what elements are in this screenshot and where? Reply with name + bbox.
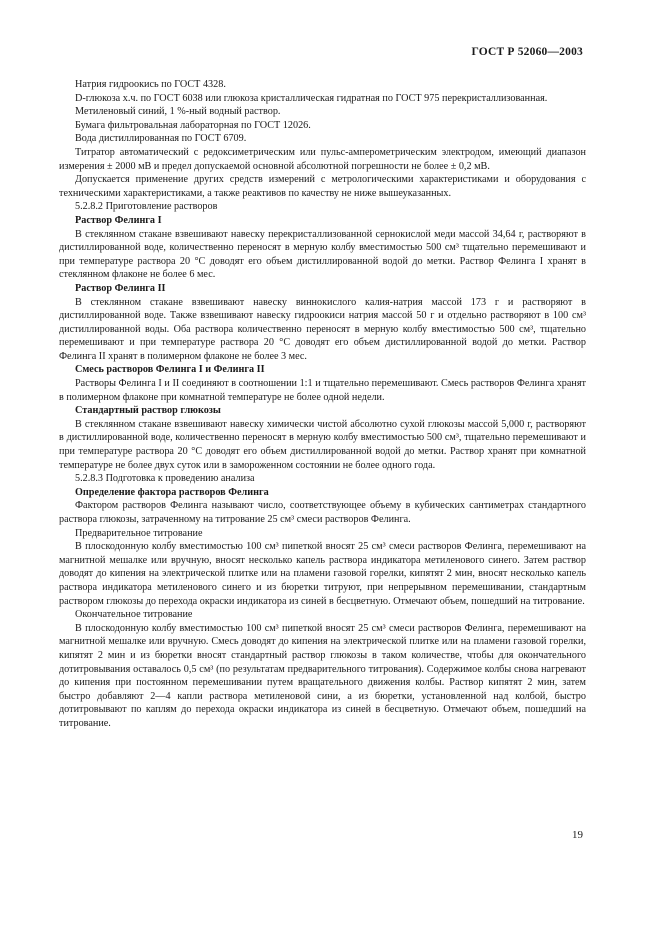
paragraph: Допускается применение других средств измерений с метрологическими характеристиками и оборудования с техническими характеристиками, а также реактивов по качеству не ниже вышеуказанных. <box>59 174 586 199</box>
paragraph: Титратор автоматический с редоксиметрическим или пульс-амперометрическим электродом, имеющий диапазон измерения ± 2000 мВ и предел допускаемой основной абсолютной погрешности не более ± 0,2 мВ. <box>59 146 586 172</box>
paragraph: В плоскодонную колбу вместимостью 100 см³ пипеткой вносят 25 см³ смеси растворов Фелинга, перемешивают на магнитной мешалке или вручную, вносят несколько капель раствора индикатора метиленового синего. Затем раствор доводят до кипения на электрической плитке или на пламени газовой горелки, кипятят 2 мин, вносят несколько капель раствора индикатора метиленового синего и из бюретки титруют, при непрерывном перемешивании, стандартным раствором глюкозы до перехода окраски индикатора из синей в бесцветную. Отмечают объем, пошедший на титрование. <box>59 541 586 607</box>
paragraph: В стеклянном стакане взвешивают навеску химически чистой абсолютно сухой глюкозы массой 5,000 г, растворяют в дистиллированной воде, количественно переносят в мерную колбу вместимостью 500 см³, тщательно перемешивают и при температуре раствора 20 °С доводят его объем дистиллированной водой до метки. Раствор хранят при комнатной температуре не более двух суток или в замороженном состоянии не более одного года. <box>59 418 586 471</box>
document-header: ГОСТ Р 52060—2003 <box>471 46 583 58</box>
subheading: Смесь растворов Фелинга I и Фелинга II <box>75 364 265 376</box>
subheading: Определение фактора растворов Фелинга <box>75 486 269 498</box>
page-number: 19 <box>572 829 583 841</box>
paragraph: Натрия гидроокись по ГОСТ 4328. <box>75 79 226 90</box>
subheading: Раствор Фелинга II <box>75 282 166 294</box>
paragraph: Метиленовый синий, 1 %-ный водный раствор. <box>75 106 281 118</box>
section-heading: 5.2.8.3 Подготовка к проведению анализа <box>75 473 255 485</box>
paragraph: Бумага фильтровальная лабораторная по ГОСТ 12026. <box>75 119 311 131</box>
document-body <box>59 78 586 731</box>
paragraph: В стеклянном стакане взвешивают навеску виннокислого калия-натрия массой 173 г и растворяют в дистиллированной воде. Также взвешивают навеску гидроокиси натрия массой 50 г и отдельно растворяют в 100 см³ дистиллированной воды. Оба раствора количественно переносят в мерную колбу вместимостью 500 см³, тщательно перемешивают и при температуре раствора 20 °С доводят его объем дистиллированной водой до метки. Раствор Фелинга II хранят в полимерном флаконе не более 3 мес. <box>59 296 586 362</box>
paragraph: D-глюкоза х.ч. по ГОСТ 6038 или глюкоза кристаллическая гидратная по ГОСТ 975 перекристаллизованная. <box>75 92 548 104</box>
paragraph: Вода дистиллированная по ГОСТ 6709. <box>75 133 247 145</box>
section-heading: Предварительное титрование <box>75 527 203 539</box>
subheading: Раствор Фелинга I <box>75 214 162 226</box>
section-heading: Окончательное титрование <box>75 609 193 621</box>
section-heading: 5.2.8.2 Приготовление растворов <box>75 201 218 213</box>
paragraph: Фактором растворов Фелинга называют число, соответствующее объему в кубических сантиметрах стандартного раствора глюкозы, затраченному на титрование 25 см³ смеси растворов Фелинга. <box>59 500 586 525</box>
paragraph: В плоскодонную колбу вместимостью 100 см³ пипеткой вносят 25 см³ смеси растворов Фелинга, перемешивают на магнитной мешалке или вручную. Смесь доводят до кипения на электрической плитке или на пламени газовой горелки, кипятят 2 мин и из бюретки вносят стандартный раствор глюкозы в таком количестве, чтобы для окончательного дотитровывания оставалось 0,5 см³ (по результатам предварительного титрования). Содержимое колбы снова нагревают до кипения при постоянном перемешивании путем вращательного движения колбы. Раствор кипятят 2 мин, затем быстро добавляют 2—4 капли раствора метиленовой сини, а из бюретки, установленной над колбой, быстро дотитровывают по каплям до перехода окраски индикатора из синей в бесцветную. Отмечают объем, пошедший на титрование. <box>59 622 586 729</box>
paragraph: В стеклянном стакане взвешивают навеску перекристаллизованной сернокислой меди массой 34,64 г, растворяют в дистиллированной воде, количественно переносят в мерную колбу вместимостью 500 см³ тщательно перемешивают и при температуре раствора 20 °С доводят его объем дистиллированной водой до метки. Раствор Фелинга I хранят в стеклянном флаконе не более 6 мес. <box>59 228 586 281</box>
subheading: Стандартный раствор глюкозы <box>75 405 221 417</box>
paragraph: Растворы Фелинга I и II соединяют в соотношении 1:1 и тщательно перемешивают. Смесь растворов Фелинга хранят в полимерном флаконе при комнатной температуре не более одной недели. <box>59 378 586 403</box>
